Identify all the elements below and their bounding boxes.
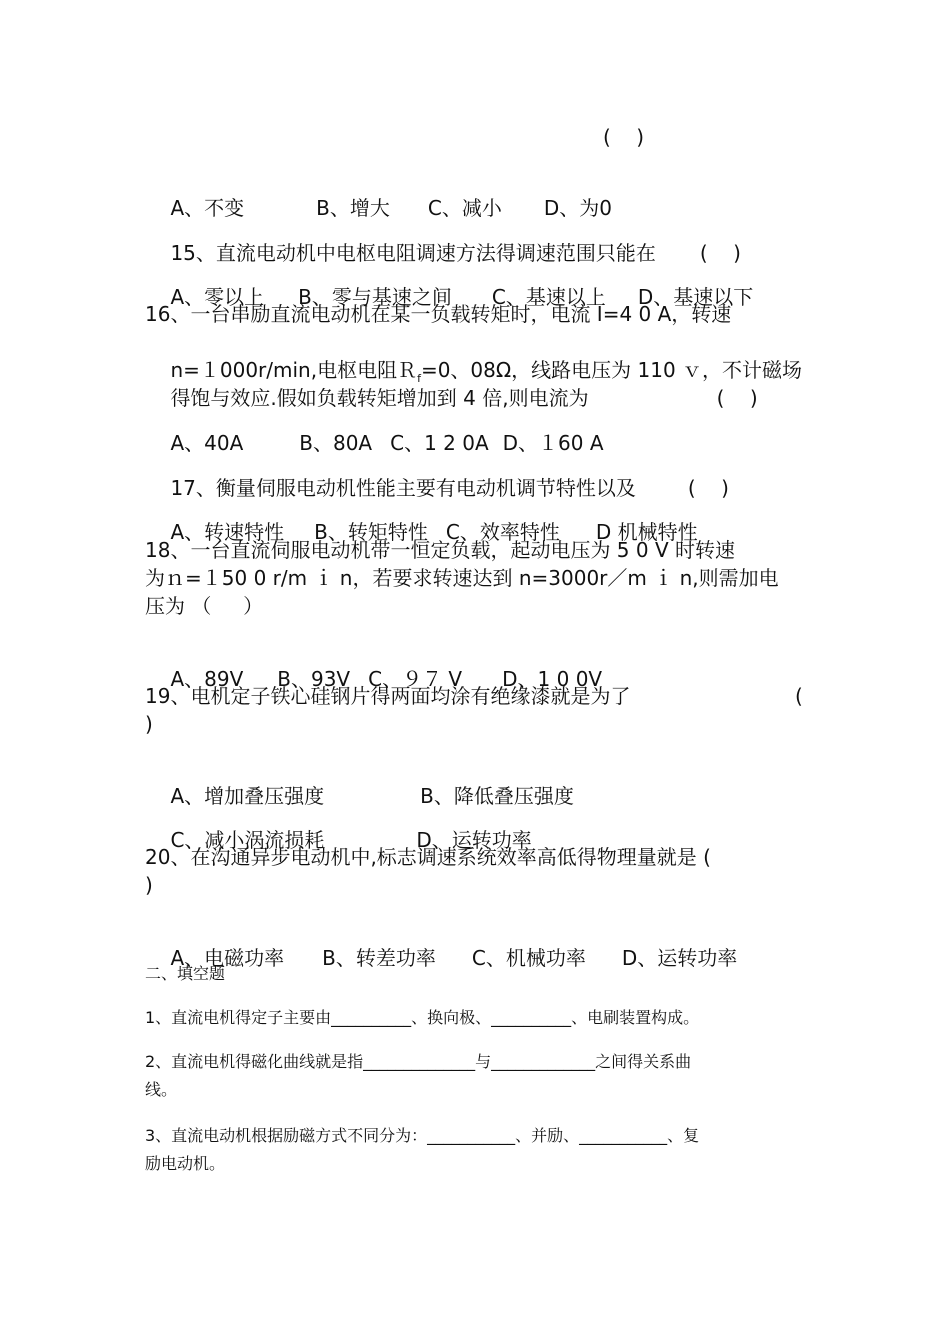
q18-option-c: C、９７ V	[368, 667, 463, 691]
q18-line-1: 18、一台直流伺服电动机带一恒定负载，起动电压为 5 0 V 时转速	[145, 538, 736, 562]
q16-option-c: C、1 2 0A	[390, 431, 489, 455]
q19-paren-close: )	[145, 712, 153, 736]
q20-option-b: B、转差功率	[322, 946, 436, 970]
q16-subscript: f	[417, 372, 421, 385]
q15-option-a: A、零以上	[170, 285, 265, 309]
q20-options	[145, 916, 737, 1000]
q17-text: 17、衡量伺服电动机性能主要有电动机调节特性以及	[170, 476, 636, 500]
q17-option-b: B、转矩特性	[314, 520, 428, 544]
q16-line-1: 16、一台串励直流电动机在某一负载转矩时，电流 I=4 0 A，转速	[145, 302, 732, 326]
q19-option-c: C、减小涡流损耗	[170, 828, 325, 852]
q18-line-2: 为ｎ=１50 0 r/m ｉ n，若要求转速达到 n=3000r／m ｉ n,则需加电	[145, 566, 779, 590]
q16-answer-paren: ( )	[716, 386, 758, 410]
q19-option-a: A、增加叠压强度	[170, 784, 325, 808]
q17-option-c: C、效率特性	[445, 520, 560, 544]
q19-option-b: B、降低叠压强度	[420, 784, 574, 808]
q20-paren-close: )	[145, 873, 153, 897]
q15-text: 15、直流电动机中电枢电阻调速方法得调速范围只能在	[170, 241, 656, 265]
q14-option-a: A、不变	[170, 196, 245, 220]
q19-paren-open: (	[795, 684, 803, 708]
q18-line-3: 压为 （ ）	[145, 594, 264, 618]
q16-line-2b: =0、08Ω，线路电压为 110 ｖ，不计磁场	[420, 358, 803, 382]
q14-option-d: D、为0	[543, 196, 612, 220]
q18-option-a: A、89V	[170, 667, 244, 691]
q15-option-d: D、基速以下	[637, 285, 754, 309]
q16-option-a: A、40A	[170, 431, 244, 455]
q14-option-b: B、增大	[316, 196, 390, 220]
q17-answer-paren: ( )	[687, 476, 729, 500]
q16-line-2a: n=１000r/min,电枢电阻Ｒ	[170, 358, 418, 382]
q18-option-d: D、1 0 0V	[502, 667, 603, 691]
q18-option-b: B、93V	[277, 667, 351, 691]
q16-option-d: D、１60 A	[502, 431, 604, 455]
q19-stem: 19、电机定子铁心硅钢片得两面均涂有绝缘漆就是为了	[145, 684, 631, 708]
q20-option-a: A、电磁功率	[170, 946, 285, 970]
q20-option-c: C、机械功率	[471, 946, 586, 970]
q17-option-d: D 机械特性	[595, 520, 698, 544]
q14-answer-paren: ( )	[603, 125, 645, 149]
q15-option-b: B、零与基速之间	[298, 285, 452, 309]
q20-stem: 20、在沟通异步电动机中,标志调速系统效率高低得物理量就是 (	[145, 845, 711, 869]
q17-option-a: A、转速特性	[170, 520, 285, 544]
q15-option-c: C、基速以上	[491, 285, 606, 309]
fill-blank-2-line-2: 线。	[145, 1080, 178, 1099]
fill-blank-3-line-1: 3、直流电动机根据励磁方式不同分为：___________、并励、___________、复	[145, 1126, 700, 1145]
q20-option-d: D、运转功率	[621, 946, 738, 970]
fill-blank-2-line-1: 2、直流电机得磁化曲线就是指______________与_____________之间得关系曲	[145, 1052, 692, 1071]
q19-option-d: D、运转功率	[416, 828, 532, 852]
q16-line-3-text: 得饱与效应.假如负载转矩增加到 4 倍,则电流为	[170, 386, 589, 410]
q15-answer-paren: ( )	[699, 241, 741, 265]
q14-option-c: C、减小	[427, 196, 502, 220]
section-heading-fill-blanks: 二、填空题	[145, 964, 226, 983]
fill-blank-1: 1、直流电机得定子主要由__________、换向极、__________、电刷装置构成。	[145, 1008, 700, 1027]
q16-option-b: B、80A	[299, 431, 373, 455]
fill-blank-3-line-2: 励电动机。	[145, 1154, 226, 1173]
